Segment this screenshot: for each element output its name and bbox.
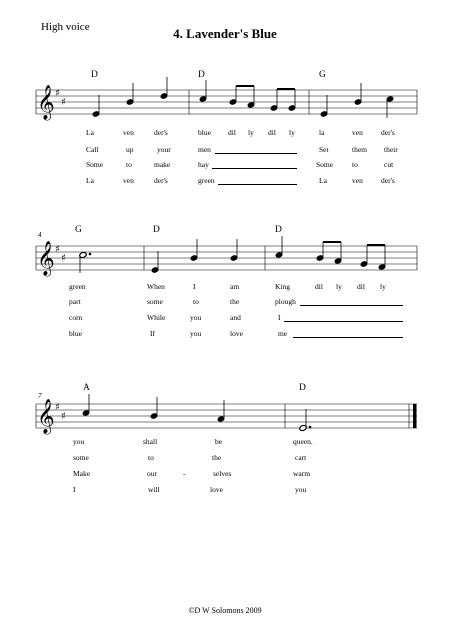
lyric-syllable: dil — [315, 282, 323, 291]
treble-clef-icon: 𝄞 — [37, 241, 55, 276]
final-barline — [413, 404, 417, 428]
lyric-syllable: cart — [295, 453, 307, 462]
lyric-syllable: Some — [86, 160, 104, 169]
lyric-syllable: to — [352, 160, 358, 169]
chord-symbol: D — [198, 70, 205, 80]
lyric-syllable: green — [69, 282, 86, 291]
lyric-syllable: plough — [275, 297, 296, 306]
lyric-syllable: shall — [143, 437, 158, 446]
lyric-syllable: to — [193, 297, 199, 306]
lyric-syllable: blue — [198, 128, 211, 137]
lyric-syllable: up — [126, 145, 134, 154]
lyric-syllable: me — [278, 329, 288, 338]
lyric-syllable: men — [198, 145, 211, 154]
chord-symbol: D — [299, 383, 306, 393]
chord-symbol: D — [275, 225, 282, 235]
song-title: 4. Lavender's Blue — [173, 26, 277, 41]
lyric-syllable: and — [230, 313, 241, 322]
chord-symbol: D — [91, 70, 98, 80]
lyric-syllable: the — [230, 297, 240, 306]
lyric-syllable: la — [319, 128, 325, 137]
lyric-syllable: the — [212, 453, 222, 462]
lyric-syllable: you — [190, 313, 202, 322]
lyric-syllable: La — [86, 176, 94, 185]
lyric-syllable: make — [154, 160, 171, 169]
lyric-syllable: ly — [336, 282, 342, 291]
lyric-syllable: love — [230, 329, 243, 338]
lyric-syllable: Make — [73, 469, 91, 478]
lyric-syllable: their — [384, 145, 398, 154]
lyric-syllable: dil — [357, 282, 365, 291]
svg-text:♯: ♯ — [61, 253, 66, 264]
lyric-syllable: part — [69, 297, 81, 306]
lyric-syllable: some — [147, 297, 163, 306]
lyric-syllable: While — [147, 313, 166, 322]
lyric-syllable: der's — [381, 176, 395, 185]
lyric-syllable: to — [126, 160, 132, 169]
lyric-syllable: Call — [86, 145, 99, 154]
lyric-syllable: I — [193, 282, 196, 291]
lyric-syllable: ven — [123, 128, 134, 137]
lyric-syllable: will — [148, 485, 160, 494]
lyric-syllable: dil — [268, 128, 276, 137]
lyric-syllable: your — [157, 145, 171, 154]
lyric-syllable: der's — [154, 128, 168, 137]
lyric-syllable: der's — [381, 128, 395, 137]
lyric-syllable: La — [319, 176, 327, 185]
lyric-syllable: be — [215, 437, 223, 446]
lyric-syllable: ven — [123, 176, 134, 185]
lyric-syllable: green — [198, 176, 215, 185]
lyric-syllable: them — [352, 145, 367, 154]
measure-number: 4 — [38, 231, 42, 239]
lyric-syllable: I — [73, 485, 76, 494]
lyric-syllable: queen. — [293, 437, 313, 446]
lyric-syllable: ly — [289, 128, 295, 137]
treble-clef-icon: 𝄞 — [37, 85, 55, 120]
treble-clef-icon: 𝄞 — [37, 399, 55, 434]
lyric-syllable: am — [230, 282, 240, 291]
lyric-syllable: some — [73, 453, 89, 462]
voice-label: High voice — [41, 21, 90, 33]
lyric-syllable: When — [147, 282, 165, 291]
svg-text:♯: ♯ — [55, 402, 60, 413]
lyric-syllable: King — [275, 282, 290, 291]
lyric-syllable: you — [190, 329, 202, 338]
measure-number: 7 — [38, 392, 42, 400]
lyric-syllable: blue — [69, 329, 82, 338]
chord-symbol: G — [75, 225, 82, 235]
lyric-syllable: love — [210, 485, 223, 494]
chord-symbol: A — [83, 383, 90, 393]
lyric-syllable: corn — [69, 313, 83, 322]
lyric-syllable: to — [148, 453, 154, 462]
lyric-syllable: dil — [228, 128, 236, 137]
lyric-syllable: you — [73, 437, 85, 446]
lyric-syllable: selves — [213, 469, 232, 478]
lyric-syllable: La — [86, 128, 94, 137]
copyright-notice: ©D W Solomons 2009 — [188, 606, 262, 615]
lyric-syllable: hay — [198, 160, 209, 169]
lyric-syllable: our — [147, 469, 157, 478]
lyric-syllable: Set — [319, 145, 329, 154]
svg-text:♯: ♯ — [55, 244, 60, 255]
lyric-syllable: cut — [384, 160, 394, 169]
lyric-syllable: ven — [352, 176, 363, 185]
lyric-syllable: - — [183, 469, 186, 478]
lyric-syllable: ly — [380, 282, 386, 291]
chord-symbol: G — [319, 70, 326, 80]
lyric-syllable: ly — [248, 128, 254, 137]
lyric-syllable: Some — [316, 160, 334, 169]
lyric-syllable: you — [295, 485, 307, 494]
svg-text:♯: ♯ — [55, 88, 60, 99]
svg-text:♯: ♯ — [61, 97, 66, 108]
lyric-syllable: ven — [352, 128, 363, 137]
lyric-syllable: If — [150, 329, 155, 338]
chord-symbol: D — [153, 225, 160, 235]
svg-text:♯: ♯ — [61, 411, 66, 422]
lyric-syllable: der's — [154, 176, 168, 185]
lyric-syllable: warm — [293, 469, 311, 478]
lyric-syllable: I — [278, 313, 281, 322]
